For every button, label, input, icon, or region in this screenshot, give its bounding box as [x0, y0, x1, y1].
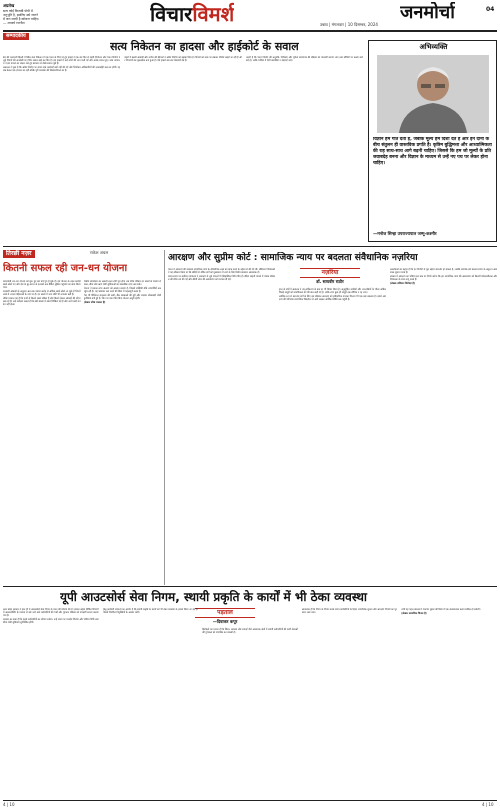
opinion-attribution: —मनोज सिन्हा उपराज्यपाल जम्मू-कश्मीर: [373, 231, 437, 236]
masthead-rule: [3, 30, 497, 32]
left-column: [84, 280, 162, 582]
tagline-line: में जरा जल्दी है खोजना चाहिए।: [3, 17, 40, 21]
bottom-column: [401, 608, 497, 798]
bottom-paragraph: उत्तर प्रदेश सरकार ने हाल ही में आउटसोर्स सेवा निगम के गठन की घोषणा की है। इसका उद्देश्य विभिन्न विभागों में आउटसोर्सिंग के माध्यम से रखे जाने वाले कर्मचारियों की भर्ती और भुगतान प्रक्रिया को पारदर्शी बनाना बताया गया है।: [3, 608, 99, 618]
bottom-column: [3, 608, 99, 798]
bottom-column: [302, 608, 398, 798]
page-number: 04: [486, 6, 495, 13]
bottom-headline: यूपी आउटसोर्स सेवा निगम, स्थायी प्रकृति के कार्यों में भी ठेका व्यवस्था: [60, 590, 368, 604]
editorial-column: [3, 56, 120, 236]
main-paragraph: वास्तव में आरक्षण का भविष्य इस बात पर निर्भर करेगा कि हम सामाजिक न्याय की अवधारणा को कितनी संवेदनशीलता और निष्पक्षता के साथ लागू करते हैं।: [390, 274, 497, 281]
main-paragraph: समय-समय पर सर्वोच्च न्यायालय ने आरक्षण से जुड़े मामलों में ऐतिहासिक निर्णय दिए हैं। इंदिरा साहनी मामले में पचास प्रतिशत की सीमा तय की गई और क्रीमी लेयर की अवधारणा को मान्यता दी गई।: [168, 274, 275, 281]
tagline-author: — आचार्य रजनीश: [3, 21, 25, 25]
section-title-part1: विचार: [150, 2, 193, 26]
masthead-tagline: [3, 3, 93, 25]
bottom-column: [202, 608, 298, 798]
opinion-label: अभिव्यक्ति: [419, 43, 448, 51]
editorial-column: [124, 56, 241, 236]
left-kicker: तिरछी नज़र: [3, 250, 35, 258]
editorial-label: सम्पादकीय: [3, 33, 29, 40]
main-paragraph: हाल के वर्षों में अदालत ने उप-वर्गीकरण के प्रश्न पर भी विचार किया है। अनुसूचित जातियों और जनजातियों के भीतर अधिक पिछड़े समूहों को प्राथमिकता देने की बात कही गई है, ताकि लाभ कुछ ही समूहों तक सीमित न रह जाए।: [279, 288, 386, 295]
main-column: [168, 268, 275, 582]
masthead: [0, 0, 500, 40]
main-byline: डॉ. सत्यवीर राठौर: [316, 279, 344, 284]
bottom-column: [103, 608, 199, 798]
editorial-headline: सत्य निकेतन का हादसा और हाईकोर्ट के सवाल: [110, 40, 299, 53]
dateline: उन्नाव | मंगलवार | 10 दिसम्बर, 2024: [320, 22, 378, 27]
footer-right: 4 | 10: [482, 802, 494, 807]
bottom-byline: —दिवाकर कपूर: [212, 619, 238, 624]
main-column-label: नज़रिया: [300, 268, 360, 278]
left-paragraph: सरकारी आंकड़ों के अनुसार अब तक पचास करोड़ से अधिक खाते खोले जा चुके हैं जिनमें आधे से ज्यादा महिलाओं के नाम पर हैं। इन खातों में जमा राशि भी लगातार बढ़ी है।: [3, 289, 81, 296]
left-paragraph: प्रधानमंत्री जन-धन योजना को शुरू हुए दस वर्ष पूरे हो चुके हैं। इस योजना के तहत करोड़ों खाते खोले गए और देश के दूर-दराज के इलाकों तक बैंकिंग सुविधा पहुंचाने का दावा किया गया।: [3, 280, 81, 290]
footer-left: 4 | 10: [3, 802, 15, 807]
main-signoff: (लेखक संविधान विशेषज्ञ हैं): [390, 281, 415, 285]
section-rule: [3, 586, 497, 587]
editorial-body: [3, 56, 363, 236]
tagline-line: सत्य कोई किताबी पोथी में: [3, 9, 33, 13]
editorial-paragraph: शहरों में बढ़ती आबादी और जमीन की कीमतों ने अवैध निर्माण को बढ़ावा दिया है। नियमों को ताक पर रखकर मंजिलें बढ़ाई जा रही हैं और निगरानी तंत्र मूकदर्शक बना हुआ है। ऐसे हादसे बार-बार चेतावनी देते हैं।: [124, 56, 242, 63]
left-paragraph: फिर भी डिजिटल साक्षरता की कमी, बैंक शाखाओं की दूरी और साइबर धोखाधड़ी जैसी चुनौतियां बनी हुई हैं, जिन पर ध्यान दिए बिना योजना अधूरी रहेगी।: [83, 293, 161, 300]
left-signoff: (लेखक वरिष्ठ पत्रकार हैं): [83, 300, 106, 304]
left-column: [3, 280, 81, 582]
column-rule: [164, 250, 165, 585]
bottom-paragraph: विशेषज्ञों का मानना है कि शिक्षा, स्वास्थ्य और सफाई जैसे आवश्यक क्षेत्रों में स्थायी कर्मचारियों की कमी सेवाओं की गुणवत्ता को प्रभावित कर सकती है।: [202, 628, 298, 635]
editorial-paragraph: जरूरी है कि भवन निर्माण की अनुमति, निरीक्षण और पूर्णता प्रमाणपत्र की प्रक्रिया को पारदर्शी बनाया जाए तथा दोषियों पर कठोर कार्रवाई हो, ताकि भविष्य में ऐसी त्रासदियां न दोहराई जाएं।: [245, 56, 363, 63]
tagline-line: अनुभूति है, इसलिए उसे जानने: [3, 13, 38, 17]
editorial-paragraph: अदालत ने पूछा है कि अवैध निर्माण पर समय रहते कार्रवाई क्यों नहीं की गई और जिम्मेदार अधिकारियों की जवाबदेही कब तय होगी। यह प्रश्न केवल एक इमारत का नहीं बल्कि पूरी व्यवस्था की विश्वसनीयता का है।: [3, 65, 121, 72]
bottom-column-label: पड़ताल: [195, 608, 255, 618]
bottom-signoff: (लेखक सामाजिक चिंतक हैं): [401, 611, 427, 615]
section-rule: [3, 246, 497, 247]
left-paragraph: वित्तीय समावेशन का असली लक्ष्य तभी पूरा होगा जब गरीब परिवार इन खातों के माध्यम से बचत, बीमा और ऋण जैसी सुविधाओं का वास्तविक लाभ उठा सकें।: [83, 280, 161, 287]
left-headline: कितनी सफल रही जन-धन योजना: [3, 263, 128, 274]
editorial-paragraph: देश की राजधानी दिल्ली में स्थित सत्य निकेतन में एक भवन के गिरने से हुए हादसे ने एक बार फिर से शहरी नियोजन और भवन निर्माण से जुड़े नियमों की अनदेखी पर गंभीर सवाल खड़े कर दिए हैं। इस हादसे में कई लोगों की जान चली गई और अनेक घायल हुए। उच्च न्यायालय ने इस मामले का संज्ञान लेते हुए प्रशासन से तीखे सवाल पूछे हैं।: [3, 56, 121, 66]
footer-rule: [3, 800, 497, 801]
main-paragraph: आर्थिक रूप से कमजोर वर्गों के लिए दस प्रतिशत आरक्षण को संवैधानिक मान्यता मिलना भी एक बड़ा बदलाव है। इससे आरक्षण की परिभाषा सामाजिक पिछड़ेपन से आगे बढ़कर आर्थिक स्थिति तक पहुंची है।: [279, 294, 386, 301]
bottom-paragraph: तभी यह पहल वास्तव में रोजगार सुधार की दिशा में एक सकारात्मक कदम साबित हो सकेगी।: [401, 608, 481, 611]
bottom-body: [3, 608, 497, 798]
main-paragraph: आलोचकों का कहना है कि इन निर्णयों से मूल उद्देश्य कमजोर हो सकता है, जबकि समर्थक इसे बदलते समय के अनुरूप आवश्यक सुधार मानते हैं।: [390, 268, 497, 275]
left-byline: राकेश अचल: [90, 250, 109, 255]
left-paragraph: लेकिन सवाल यह है कि इनमें से कितने खाते सक्रिय हैं और कितने केवल आंकड़ों की शोभा बढ़ा रहे हैं। कई सर्वेक्षण बताते हैं कि बड़ी संख्या में खाते निष्क्रिय पड़े हैं और उनमें कोई लेनदेन नहीं होता।: [3, 296, 81, 306]
section-title-part2: विमर्श: [192, 2, 235, 26]
main-paragraph: भारत में आरक्षण की व्यवस्था सामाजिक न्याय के संवैधानिक लक्ष्य को प्राप्त करने के उद्देश्य से की गई थी। संविधान निर्माताओं ने यह स्वीकार किया था कि सदियों से वंचित वर्गों को मुख्यधारा में लाने के लिए विशेष प्रावधान आवश्यक हैं।: [168, 268, 275, 275]
bottom-paragraph: आवश्यक है कि निगम के नियम बनाते समय कर्मचारियों के हितों, सामाजिक सुरक्षा और आरक्षण नियमों का पूरा ध्यान रखा जाए।: [301, 608, 398, 615]
main-column: [390, 268, 497, 582]
section-title: [150, 2, 234, 26]
left-body: [3, 280, 161, 582]
main-body: [168, 268, 497, 582]
tagline-top: अग्रलेख: [3, 3, 15, 8]
left-paragraph: योजना ने प्रत्यक्ष लाभ अंतरण को आसान बनाया है, जिससे सब्सिडी सीधे लाभार्थियों तक पहुंच रही है। यह भ्रष्टाचार कम करने की दिशा में महत्वपूर्ण कदम है।: [83, 286, 161, 293]
bottom-paragraph: किंतु कर्मचारी संगठनों का आरोप है कि स्थायी प्रकृति के कार्यों को भी ठेका व्यवस्था के हवाले किया जा रहा है, जिससे नियमित नियुक्तियों के अवसर घटेंगे।: [102, 608, 199, 615]
main-headline: आरक्षण और सुप्रीम कोर्ट : सामाजिक न्याय पर बदलता संवैधानिक नज़रिया: [168, 252, 418, 263]
opinion-box: [368, 40, 497, 242]
brand-logo: जनमोर्चा: [400, 2, 455, 23]
editorial-column: [246, 56, 363, 236]
main-column: [279, 268, 386, 582]
portrait-photo-icon: [377, 55, 489, 133]
bottom-paragraph: सरकार का दावा है कि इससे कर्मचारियों का शोषण रुकेगा, उन्हें समय पर मानदेय मिलेगा और भविष्य निधि तथा बीमा जैसी सुविधाएं सुनिश्चित होंगी।: [3, 617, 99, 624]
opinion-quote: विज्ञान हमें गति देता है, जबकि मूल्य हमें दिशा देते हैं और इन दोनों के बीच संतुलन ही वास्तविक प्रगति है। कृत्रिम बुद्धिमत्ता और आध्यात्मिकता की राह साथ-साथ आगे बढ़नी चाहिए। जिससे कि हम जो मूल्यों के प्रति जवाबदेह बनना और विज्ञान के माध्यम से उन्हें नए पथ पर लेकर होना चाहिए।: [373, 137, 492, 166]
